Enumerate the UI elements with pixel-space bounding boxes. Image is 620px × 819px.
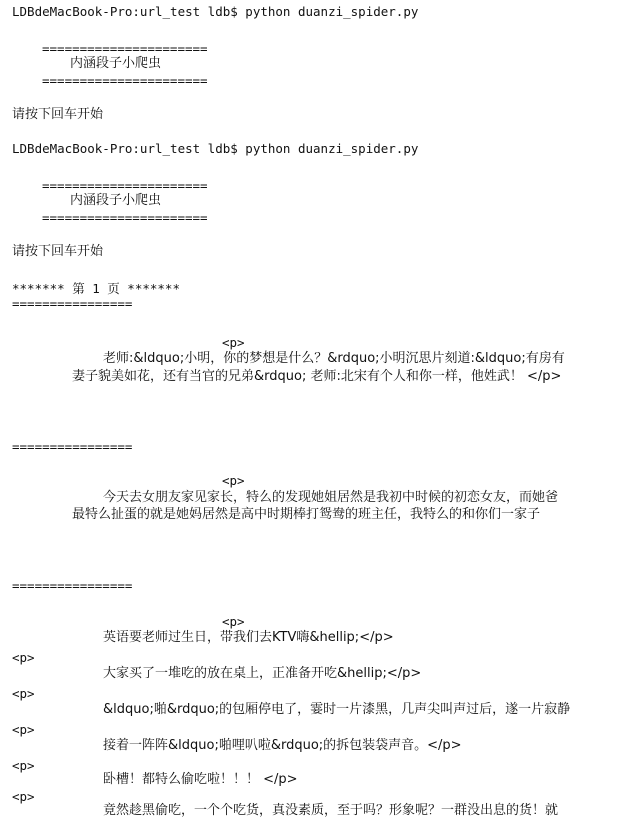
html-p-tag: <p>: [222, 335, 245, 350]
command-prompt-line: LDBdeMacBook-Pro:url_test ldb$ python duanzi_spider.py: [12, 141, 419, 156]
html-p-tag: <p>: [12, 789, 35, 804]
banner-rule-bottom: ======================: [42, 73, 208, 88]
joke-text-line: 老师:&ldquo;小明，你的梦想是什么？&rdquo;小明沉思片刻道:&ldquo;有房有: [103, 351, 565, 366]
joke-text-line: 今天去女朋友家见家长，特么的发现她姐居然是我初中时候的初恋女友，而她爸: [103, 490, 559, 505]
html-p-tag: <p>: [222, 473, 245, 488]
banner-title: 内涵段子小爬虫: [70, 193, 162, 208]
html-p-tag: <p>: [12, 686, 35, 701]
html-p-tag: <p>: [12, 722, 35, 737]
html-p-tag: <p>: [12, 650, 35, 665]
joke-text-line: 英语要老师过生日，带我们去KTV嗨&hellip;</p>: [103, 630, 394, 645]
press-enter-message: 请按下回车开始: [12, 244, 104, 259]
press-enter-message: 请按下回车开始: [12, 107, 104, 122]
banner-title: 内涵段子小爬虫: [70, 56, 162, 71]
joke-text-line: 接着一阵阵&ldquo;啪哩叭啦&rdquo;的拆包装袋声音。</p>: [103, 738, 462, 753]
joke-text-line: &ldquo;啪&rdquo;的包厢停电了，霎时一片漆黑，几声尖叫声过后，遂一片寂静: [103, 702, 571, 717]
html-p-tag: <p>: [12, 758, 35, 773]
command-prompt-line: LDBdeMacBook-Pro:url_test ldb$ python duanzi_spider.py: [12, 4, 419, 19]
separator-line: ================: [12, 439, 133, 454]
joke-text-line: 卧槽！都特么偷吃啦！！！ </p>: [103, 772, 298, 787]
page-header: ******* 第 1 页 *******: [12, 281, 180, 296]
joke-text-line: 妻子貌美如花，还有当官的兄弟&rdquo; 老师:北宋有个人和你一样，他姓武！ </p>: [72, 369, 562, 384]
banner-rule-top: ======================: [42, 178, 208, 193]
banner-rule-top: ======================: [42, 41, 208, 56]
joke-text-line: 大家买了一堆吃的放在桌上，正准备开吃&hellip;</p>: [103, 666, 422, 681]
joke-text-line: 竟然趁黑偷吃，一个个吃货，真没素质，至于吗？形象呢？一群没出息的货！就: [103, 803, 559, 818]
separator-line: ================: [12, 578, 133, 593]
banner-rule-bottom: ======================: [42, 210, 208, 225]
html-p-tag: <p>: [222, 614, 245, 629]
joke-text-line: 最特么扯蛋的就是她妈居然是高中时期棒打鸳鸯的班主任，我特么的和你们一家子: [72, 507, 541, 522]
separator-line: ================: [12, 296, 133, 311]
